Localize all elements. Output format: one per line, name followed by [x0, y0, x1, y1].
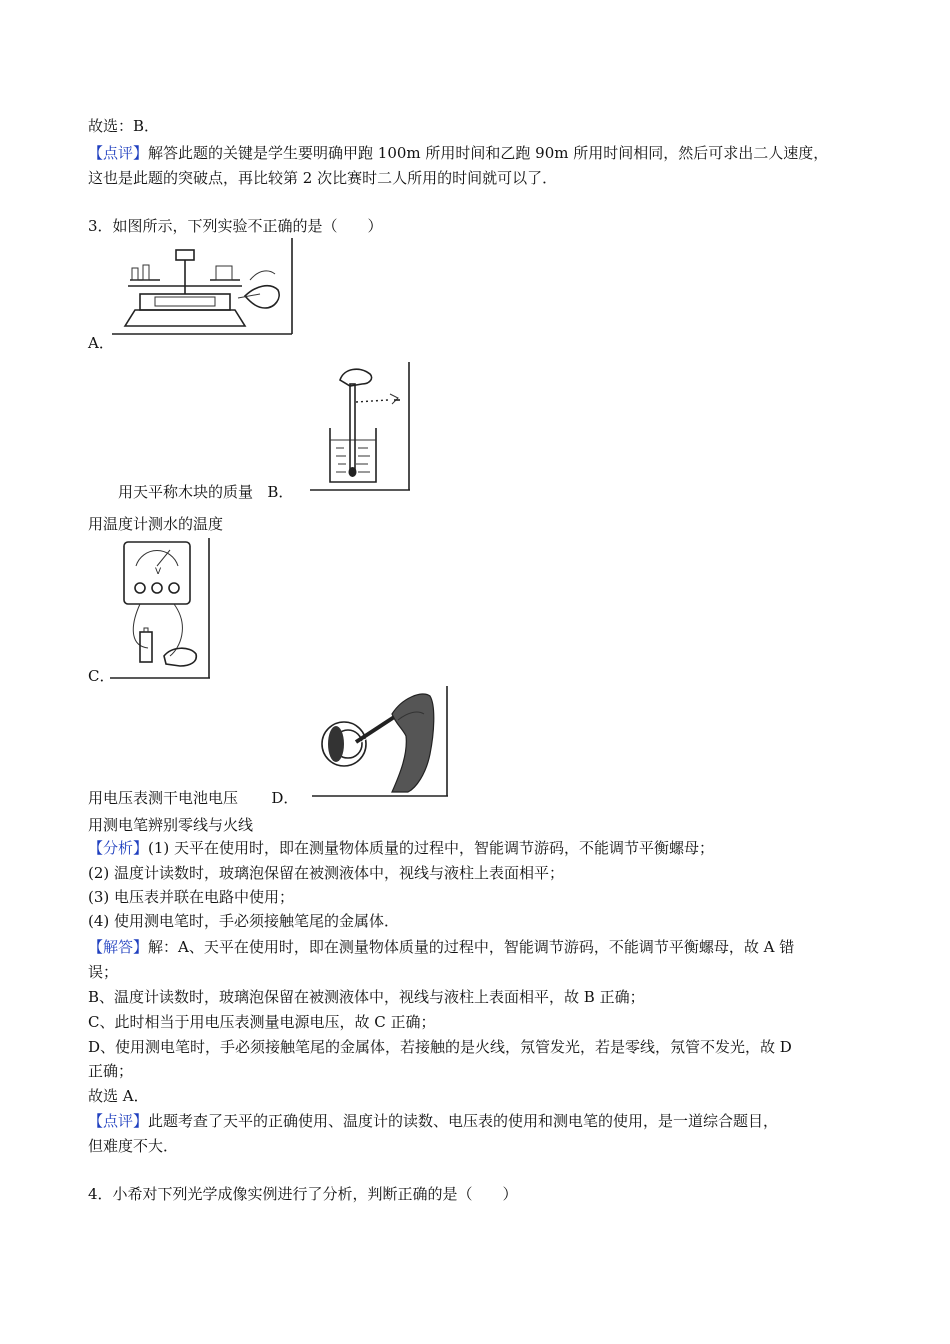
q3-comment-line-2: 但难度不大． — [88, 1137, 179, 1155]
solution-line-4b: 正确； — [88, 1062, 134, 1080]
prev-comment-line-2: 这也是此题的突破点，再比较第 2 次比赛时二人所用的时间就可以了． — [88, 169, 558, 187]
comment-tag: 【点评】 — [88, 1112, 149, 1130]
solution-tag: 【解答】 — [88, 938, 149, 956]
analysis-line-2: (2) 温度计读数时，玻璃泡保留在被测液体中，视线与液柱上表面相平； — [88, 864, 565, 882]
solution-line-1b: 误； — [88, 963, 119, 981]
solution-line-2: B、温度计读数时，玻璃泡保留在被测液体中，视线与液柱上表面相平，故 B 正确； — [88, 988, 645, 1006]
analysis-tag: 【分析】 — [88, 839, 149, 857]
figure-voltmeter — [110, 536, 212, 680]
figure-balance — [110, 238, 295, 336]
option-c-caption — [88, 788, 298, 808]
solution-text-1: 解：A、天平在使用时，即在测量物体质量的过程中，智能调节游码，不能调节平衡螺母，故 A 错 — [148, 938, 795, 956]
solution-line-3: C、此时相当于用电压表测量电源电压，故 C 正确； — [88, 1013, 436, 1031]
comment-text: 解答此题的关键是学生要明确甲跑 100m 所用时间和乙跑 90m 所用时间相同，然后可求出二人速度， — [148, 144, 829, 162]
analysis-line-1 — [88, 838, 714, 858]
figure-test-pen — [312, 684, 450, 798]
option-a-caption — [118, 482, 293, 502]
prev-comment-line-1 — [88, 143, 828, 163]
q3-choice: 故选 A． — [88, 1087, 149, 1105]
option-c-letter: C． — [88, 667, 115, 685]
option-d-letter: D． — [271, 789, 299, 807]
solution-line-1 — [88, 937, 794, 957]
question-3-stem: 3．如图所示，下列实验不正确的是（ ） — [88, 217, 383, 235]
q3-comment-line-1 — [88, 1111, 778, 1131]
figure-thermometer — [310, 360, 412, 492]
analysis-text-1: (1) 天平在使用时，即在测量物体质量的过程中，智能调节游码，不能调节平衡螺母； — [148, 839, 715, 857]
option-b-caption: 用温度计测水的温度 — [88, 515, 224, 533]
caption-a-text: 用天平称木块的质量 — [118, 483, 254, 501]
option-a-letter: A． — [88, 334, 114, 352]
question-4-stem: 4．小希对下列光学成像实例进行了分析，判断正确的是（ ） — [88, 1185, 518, 1203]
meter-letter: V — [155, 567, 162, 577]
caption-c-text: 用电压表测干电池电压 — [88, 789, 239, 807]
analysis-line-3: (3) 电压表并联在电路中使用； — [88, 888, 295, 906]
prev-choice: 故选：B． — [88, 117, 160, 135]
option-b-letter: B． — [267, 483, 294, 501]
comment-text-1: 此题考查了天平的正确使用、温度计的读数、电压表的使用和测电笔的使用，是一道综合题目， — [148, 1112, 779, 1130]
analysis-line-4: (4) 使用测电笔时，手必须接触笔尾的金属体． — [88, 912, 400, 930]
option-d-caption: 用测电笔辨别零线与火线 — [88, 816, 254, 834]
solution-line-4: D、使用测电笔时，手必须接触笔尾的金属体，若接触的是火线，氖管发光，若是零线，氖管不发光，故 D — [88, 1038, 792, 1056]
comment-tag: 【点评】 — [88, 144, 149, 162]
